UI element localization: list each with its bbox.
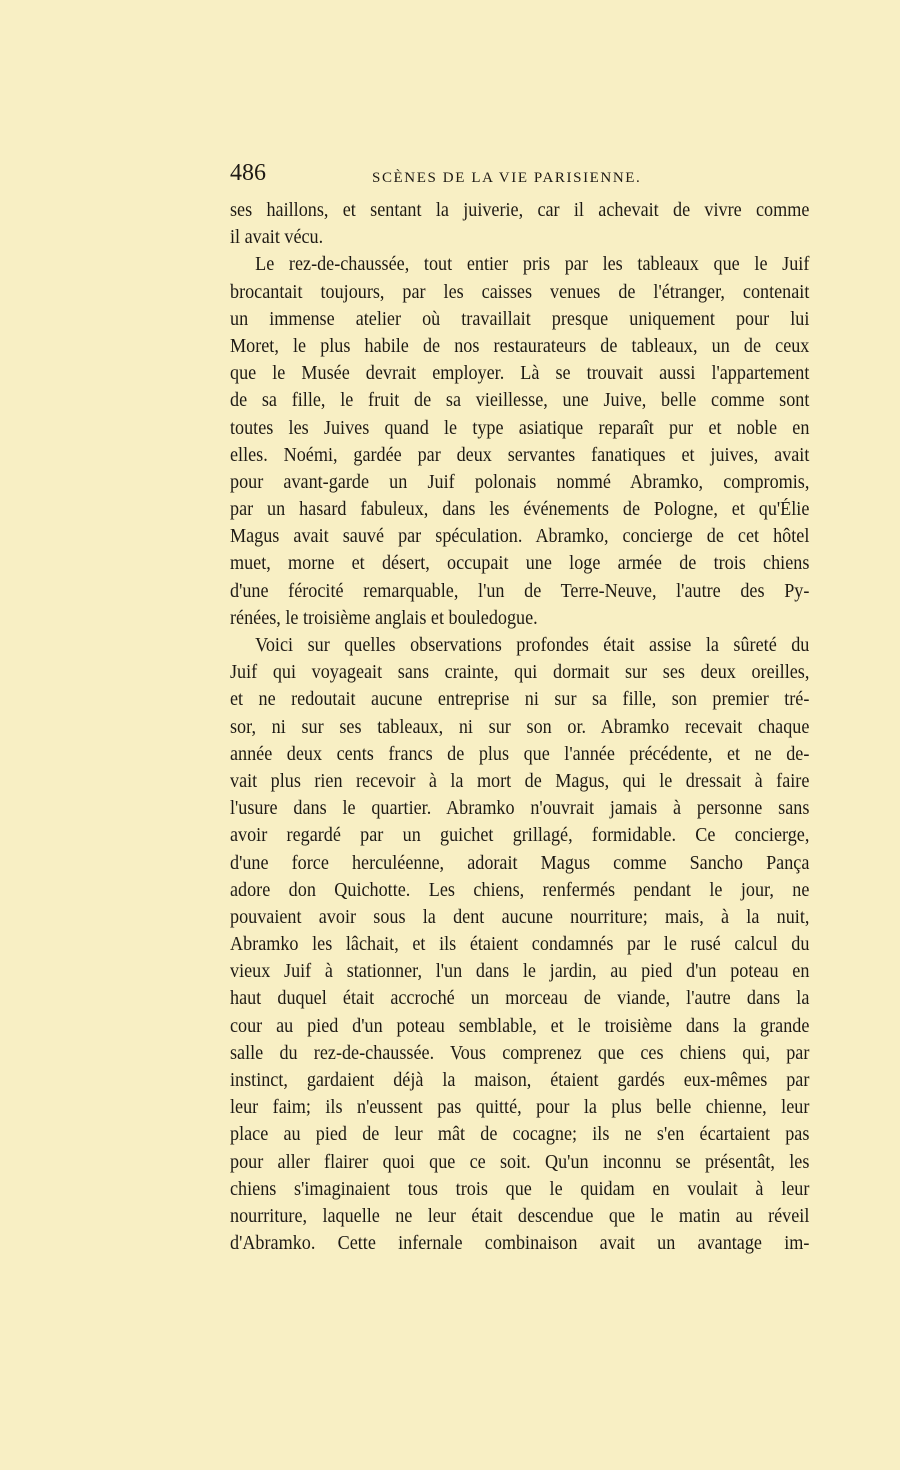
text-line: vieux Juif à stationner, l'un dans le jardin, au pied d'un poteau en: [230, 961, 810, 983]
text-line: instinct, gardaient déjà la maison, étaient gardés eux-mêmes par: [230, 1070, 810, 1091]
text-line: par un hasard fabuleux, dans les événements de Pologne, et qu'Élie: [230, 499, 810, 521]
text-line: rénées, le troisième anglais et bouledogue.: [230, 607, 538, 629]
text-line: Abramko les lâchait, et ils étaient condamnés par le rusé calcul du: [230, 934, 810, 956]
text-line: Juif qui voyageait sans crainte, qui dormait sur ses deux oreilles,: [230, 662, 810, 684]
text-line: elles. Noémi, gardée par deux servantes fanatiques et juives, avait: [230, 444, 810, 466]
text-line: de sa fille, le fruit de sa vieillesse, une Juive, belle comme sont: [230, 390, 810, 412]
text-line: sor, ni sur ses tableaux, ni sur son or. Abramko recevait chaque: [230, 716, 810, 738]
text-line: cour au pied d'un poteau semblable, et le troisième dans la grande: [230, 1015, 810, 1037]
text-line: d'une férocité remarquable, l'un de Terre-Neuve, l'autre des Py-: [230, 580, 810, 602]
text-line: Le rez-de-chaussée, tout entier pris par les tableaux que le Juif: [255, 254, 810, 276]
text-line: nourriture, laquelle ne leur était descendue que le matin au réveil: [230, 1205, 810, 1227]
text-line: un immense atelier où travaillait presque uniquement pour lui: [230, 308, 810, 330]
text-line: il avait vécu.: [230, 227, 324, 249]
text-line: salle du rez-de-chaussée. Vous comprenez que ces chiens qui, par: [230, 1042, 810, 1064]
text-line: vait plus rien recevoir à la mort de Magus, qui le dressait à faire: [230, 770, 810, 792]
text-line: pour avant-garde un Juif polonais nommé Abramko, compromis,: [230, 471, 810, 493]
text-line: et ne redoutait aucune entreprise ni sur sa fille, son premier tré-: [230, 689, 810, 711]
text-line: place au pied de leur mât de cocagne; ils ne s'en écartaient pas: [230, 1124, 810, 1146]
text-line: Moret, le plus habile de nos restaurateurs de tableaux, un de ceux: [230, 335, 810, 357]
text-line: Voici sur quelles observations profondes était assise la sûreté du: [255, 635, 810, 656]
text-line: d'une force herculéenne, adorait Magus comme Sancho Pança: [230, 852, 810, 874]
text-line: chiens s'imaginaient tous trois que le quidam en voulait à leur: [230, 1178, 810, 1200]
text-line: pouvaient avoir sous la dent aucune nourriture; mais, à la nuit,: [230, 906, 810, 928]
text-line: l'usure dans le quartier. Abramko n'ouvrait jamais à personne sans: [230, 798, 810, 820]
text-line: ses haillons, et sentant la juiverie, car il achevait de vivre comme: [230, 200, 810, 221]
text-line: leur faim; ils n'eussent pas quitté, pour la plus belle chienne, leur: [230, 1097, 810, 1119]
text-line: brocantait toujours, par les caisses venues de l'étranger, contenait: [230, 281, 810, 303]
text-line: adore don Quichotte. Les chiens, renfermés pendant le jour, ne: [230, 879, 810, 901]
text-line: année deux cents francs de plus que l'année précédente, et ne de-: [230, 743, 810, 765]
text-line: haut duquel était accroché un morceau de viande, l'autre dans la: [230, 988, 810, 1010]
text-line: toutes les Juives quand le type asiatique reparaît pur et noble en: [230, 417, 810, 439]
text-line: que le Musée devrait employer. Là se trouvait aussi l'appartement: [230, 363, 810, 385]
text-line: pour aller flairer quoi que ce soit. Qu'un inconnu se présentât, les: [230, 1151, 810, 1173]
body-text: [230, 197, 810, 1257]
text-line: Magus avait sauvé par spéculation. Abramko, concierge de cet hôtel: [230, 526, 810, 548]
page-number: 486: [230, 160, 266, 186]
text-line: avoir regardé par un guichet grillagé, formidable. Ce concierge,: [230, 825, 810, 847]
text-line: d'Abramko. Cette infernale combinaison avait un avantage im-: [230, 1233, 810, 1255]
running-title: SCÈNES DE LA VIE PARISIENNE.: [372, 170, 642, 186]
text-line: muet, morne et désert, occupait une loge armée de trois chiens: [230, 553, 810, 575]
